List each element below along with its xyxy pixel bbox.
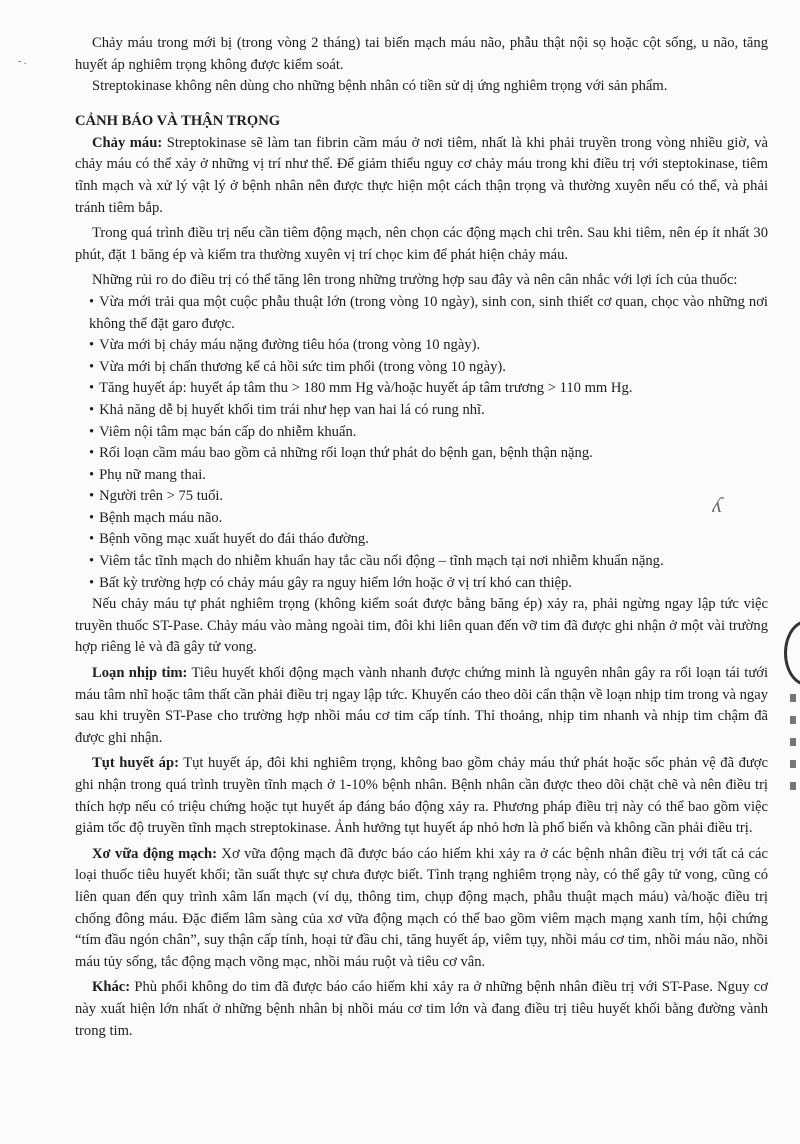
list-item: • Vừa mới trải qua một cuộc phẫu thuật lớn (trong vòng 10 ngày), sinh con, sinh thiết cơ quan, chọc vào những nơi không thể đặt garo được.	[89, 293, 768, 332]
arrhythmia-paragraph	[75, 663, 768, 749]
intro-paragraph-1: Chảy máu trong mới bị (trong vòng 2 tháng) tai biến mạch máu não, phẫu thật nội sọ hoặc cột sống, u não, tăng huyết áp nghiêm trọng không được kiểm soát.	[75, 35, 768, 73]
hypotension-paragraph	[75, 753, 768, 839]
bleeding-paragraph-4: Nếu chảy máu tự phát nghiêm trọng (không kiểm soát được bằng băng ép) xảy ra, phải ngừng ngay lập tức việc truyền thuốc ST-Pase. Chảy máu vào màng ngoài tim, đôi khi liên quan đến vỡ tim đã được ghi nhận ở một vài trường hợp riêng lẻ và đã gây tử vong.	[75, 596, 768, 656]
bleeding-paragraph-3: Những rủi ro do điều trị có thể tăng lên trong những trường hợp sau đây và nên cân nhắc với lợi ích của thuốc:	[92, 272, 738, 289]
bleeding-paragraph-2: Trong quá trình điều trị nếu cần tiêm động mạch, nên chọn các động mạch chi trên. Sau khi tiêm, nên ép ít nhất 30 phút, đặt 1 băng ép và kiểm tra thường xuyên vị trí chọc kim để phát hiện chảy máu.	[75, 225, 768, 263]
other-label: Khác:	[92, 979, 131, 996]
bleeding-paragraph	[75, 133, 768, 219]
handwritten-initials: ʎ	[712, 492, 722, 517]
list-item: • Bệnh võng mạc xuất huyết do đái tháo đường.	[89, 531, 369, 548]
list-item: • Bệnh mạch máu não.	[89, 509, 223, 526]
list-item: • Phụ nữ mang thai.	[89, 466, 206, 483]
margin-dash-mark: - .	[18, 56, 27, 67]
list-item: • Người trên > 75 tuổi.	[89, 488, 224, 505]
list-item: • Bất kỳ trường hợp có chảy máu gây ra nguy hiểm lớn hoặc ở vị trí khó can thiệp.	[89, 574, 572, 591]
document-page	[75, 33, 768, 1042]
arrhythmia-label: Loạn nhịp tim:	[92, 665, 188, 682]
hypotension-text: Tụt huyết áp, đôi khi nghiêm trọng, không bao gồm chảy máu thứ phát hoặc sốc phản vệ đã được ghi nhận trong quá trình truyền tĩnh mạch ở 1-10% bệnh nhân. Bệnh nhân cần được theo dõi chặt chẽ và nên điều trị thích hợp nếu có triệu chứng hoặc tụt huyết áp đáng báo động xảy ra. Phương pháp điều trị này có thể bao gồm việc giảm tốc độ truyền tĩnh mạch streptokinase. Ảnh hưởng tụt huyết áp nhỏ hơn là phổ biến và không cần phải điều trị.	[75, 755, 768, 837]
atherosclerosis-paragraph	[75, 844, 768, 974]
atherosclerosis-text: Xơ vữa động mạch đã được báo cáo hiếm khi xảy ra ở các bệnh nhân điều trị với tất cả các loại thuốc tiêu huyết khối; tần suất thực sự chưa được biết. Tình trạng nghiêm trọng này, có thể gây tử vong, cũng có liên quan đến quy trình xâm lấn mạch (ví dụ, thông tim, chụp động mạch, phẫu thuật mạch máu) và/hoặc điều trị chống đông máu. Đặc điểm lâm sàng của xơ vữa động mạch có thể bao gồm viêm mạch mạng xanh tím, hội chứng “tím đầu ngón chân”, suy thận cấp tính, hoại tử đầu chi, tăng huyết áp, viêm tụy, nhồi máu cơ tim, nhồi máu não, nhồi máu tủy sống, tắc động mạch võng mạc, nhồi máu ruột và tiêu cơ vân.	[75, 845, 768, 970]
atherosclerosis-label: Xơ vữa động mạch:	[92, 845, 217, 862]
hypotension-label: Tụt huyết áp:	[92, 755, 179, 772]
stamp-fragment	[784, 620, 800, 686]
list-item: • Khả năng dễ bị huyết khối tim trái như hẹp van hai lá có rung nhĩ.	[89, 401, 485, 418]
intro-paragraph-2: Streptokinase không nên dùng cho những bệnh nhân có tiền sử dị ứng nghiêm trọng với sản phẩm.	[92, 78, 668, 95]
list-item: • Viêm nội tâm mạc bán cấp do nhiễm khuẩn.	[89, 423, 357, 440]
arrhythmia-text: Tiêu huyết khối động mạch vành nhanh được chứng minh là nguyên nhân gây ra rối loạn tái tưới máu tâm nhĩ hoặc tâm thất cần phải điều trị ngay lập tức. Khuyến cáo theo dõi cẩn thận về loạn nhịp tim trong và ngay sau khi truyền ST-Pase cho trường hợp nhồi máu cơ tim cấp tính. Thỉ thoảng, nhịp tim nhanh và nhịp tim chậm đã được ghi nhận.	[75, 665, 769, 746]
stamp-edge-fragment	[790, 680, 800, 860]
list-item: • Viêm tắc tĩnh mạch do nhiễm khuẩn hay tắc cầu nối động – tĩnh mạch tại nơi nhiễm khuẩn nặng.	[89, 553, 664, 570]
other-text: Phù phổi không do tim đã được báo cáo hiếm khi xảy ra ở những bệnh nhân điều trị với ST-Pase. Nguy cơ này xuất hiện lớn nhất ở những bệnh nhân bị nhồi máu cơ tim lớn và đang điều trị tiêu huyết khối bằng đường vành trong tim.	[75, 979, 768, 1039]
list-item: • Vừa mới bị chảy máu nặng đường tiêu hóa (trong vòng 10 ngày).	[89, 337, 481, 354]
bleeding-text: Streptokinase sẽ làm tan fibrin cầm máu ở nơi tiêm, nhất là khi phải truyền trong vòng nhiều giờ, và chảy máu có thể xảy ở những vị trí như thế. Để giảm thiểu nguy cơ chảy máu trong khi điều trị với steptokinase, tiêm tĩnh mạch và xử lý vật lý ở bệnh nhân nên được thực hiện một cách thận trọng và thường xuyên nếu có thể, và phải tránh tiêm bắp.	[75, 134, 768, 216]
bleeding-label: Chảy máu:	[92, 134, 163, 151]
list-item: • Rối loạn cầm máu bao gồm cả những rối loạn thứ phát do bệnh gan, bệnh thận nặng.	[89, 445, 593, 462]
other-paragraph	[75, 977, 768, 1042]
list-item: • Vừa mới bị chấn thương kể cả hồi sức tim phổi (trong vòng 10 ngày).	[89, 358, 506, 375]
list-item: • Tăng huyết áp: huyết áp tâm thu > 180 mm Hg và/hoặc huyết áp tâm trương > 110 mm Hg.	[89, 380, 633, 397]
section-heading: CẢNH BÁO VÀ THẬN TRỌNG	[75, 112, 281, 129]
risk-bullet-list	[75, 292, 768, 594]
